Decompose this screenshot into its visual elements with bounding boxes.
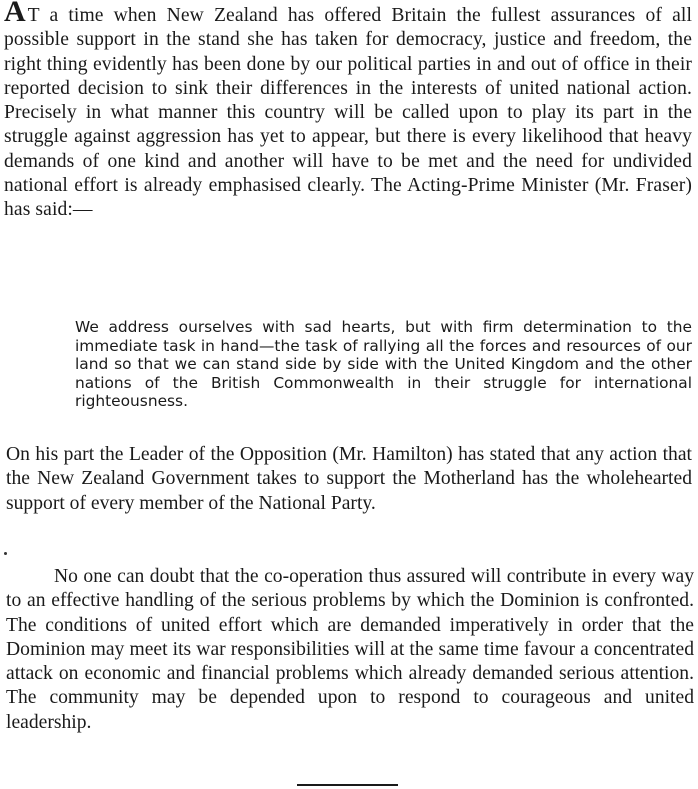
opposition-paragraph — [6, 443, 692, 516]
opening-paragraph — [4, 2, 692, 223]
block-quote — [75, 318, 692, 411]
opposition-paragraph-text: On his part the Leader of the Opposition (Mr. Hamilton) has stated that any action that the New Zealand Government takes to support the Motherland has the wholehearted support of every member of the National Party. — [6, 444, 692, 514]
closing-paragraph-text: No one can doubt that the co-operation thus assured will contribute in every way to an effective handling of the serious problems by which the Dominion is confronted. The conditions of united effort which are demanded imperatively in order that the Dominion may meet its war responsibilities will at the same time favour a concentrated attack on economic and financial problems which already demanded serious attention. The community may be depended upon to respond to courageous and united leadership. — [6, 566, 694, 733]
print-speck — [4, 552, 7, 555]
drop-cap: A — [4, 0, 28, 28]
section-end-rule — [297, 784, 398, 786]
closing-paragraph — [6, 565, 694, 735]
opening-paragraph-text: T a time when New Zealand has offered Britain the fullest assurances of all possible support in the stand she has taken for democracy, justice and freedom, the right thing evidently has been done by our political parties in and out of office in their reported decision to sink their differences in the interests of united national action. Precisely in what manner this country will be called upon to play its part in the struggle against aggression has yet to appear, but there is every likelihood that heavy demands of one kind and another will have to be met and the need for undivided national effort is already emphasised clearly. The Acting-Prime Minister (Mr. Fraser) has said:— — [4, 5, 692, 221]
block-quote-text: We address ourselves with sad hearts, but with firm determination to the immediate task in hand—the task of rallying all the forces and resources of our land so that we can stand side by side with the United Kingdom and the other nations of the British Commonwealth in their struggle for international righteousness. — [75, 318, 692, 411]
